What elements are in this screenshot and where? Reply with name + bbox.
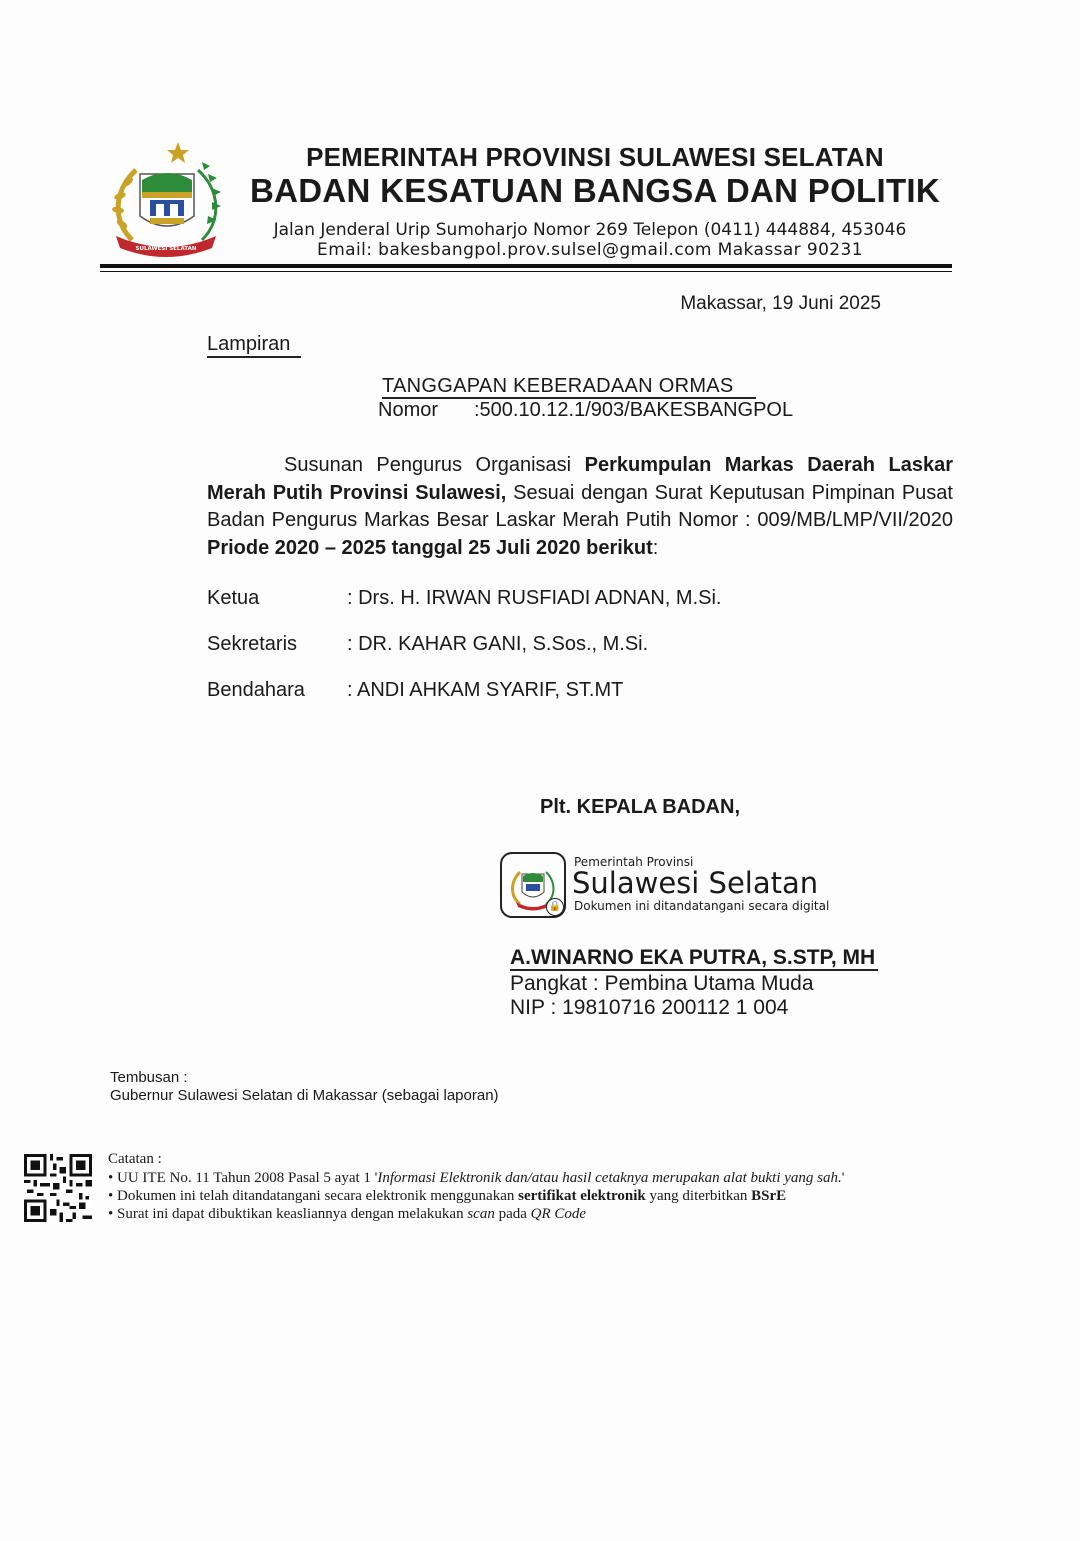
signer-nip: NIP : 19810716 200112 1 004 <box>510 996 789 1019</box>
note-text: ' <box>841 1170 845 1186</box>
document-number-value: :500.10.12.1/903/BAKESBANGPOL <box>474 399 794 421</box>
document-number-label: Nomor <box>378 399 439 421</box>
agency-email: Email: bakesbangpol.prov.sulsel@gmail.com Makassar 90231 <box>317 240 863 260</box>
copy-to-label: Tembusan : <box>110 1069 188 1086</box>
emblem-ribbon-text: SULAWESI SELATAN <box>135 246 197 252</box>
signatory-title: Plt. KEPALA BADAN, <box>540 796 740 818</box>
body-end: : <box>652 536 659 559</box>
copy-to-recipient: Gubernur Sulawesi Selatan di Makassar (sebagai laporan) <box>110 1087 499 1104</box>
member-name: : Drs. H. IRWAN RUSFIADI ADNAN, M.Si. <box>347 587 722 609</box>
letter-date: Makassar, 19 Juni 2025 <box>680 293 881 314</box>
notes-list <box>108 1169 844 1223</box>
signer-rank: Pangkat : Pembina Utama Muda <box>510 972 814 995</box>
digital-signature-stamp <box>500 852 840 918</box>
body-intro: Susunan Pengurus Organisasi <box>284 454 585 476</box>
attachment-underline <box>207 356 301 358</box>
signer-name-underline <box>510 969 878 971</box>
agency-name: BADAN KESATUAN BANGSA DAN POLITIK <box>249 172 941 209</box>
document-title: TANGGAPAN KEBERADAAN ORMAS <box>382 375 734 397</box>
body-paragraph <box>207 452 953 562</box>
note-item <box>108 1187 844 1205</box>
note-text: • Dokumen ini telah ditandatangani secara elektronik menggunakan <box>108 1188 519 1204</box>
member-name: : DR. KAHAR GANI, S.Sos., M.Si. <box>347 633 649 655</box>
note-item <box>108 1169 844 1187</box>
organization-name: Perkumpulan Markas Daerah Laskar Merah Putih Provinsi Sulawesi, <box>207 454 953 504</box>
esign-note: Dokumen ini ditandatangani secara digital <box>574 899 830 913</box>
note-text: yang diterbitkan <box>645 1188 752 1204</box>
period-text: Priode 2020 – 2025 tanggal 25 Juli 2020 berikut <box>207 536 653 559</box>
note-italic: scan <box>467 1206 495 1222</box>
note-text: pada <box>494 1206 531 1222</box>
government-name: PEMERINTAH PROVINSI SULAWESI SELATAN <box>306 142 884 172</box>
letterhead-divider-thin <box>100 271 952 272</box>
esign-province-name: Sulawesi Selatan <box>572 866 819 900</box>
member-role: Sekretaris <box>207 633 298 655</box>
qr-code-icon[interactable] <box>24 1154 92 1222</box>
note-text: • UU ITE No. 11 Tahun 2008 Pasal 5 ayat 1 ' <box>108 1170 378 1186</box>
note-bold: sertifikat elektronik <box>518 1188 646 1204</box>
agency-address: Jalan Jenderal Urip Sumoharjo Nomor 269 Telepon (0411) 444884, 453046 <box>273 220 907 240</box>
note-text: • Surat ini dapat dibuktikan keasliannya dengan melakukan <box>108 1206 468 1222</box>
body-middle: Sesuai dengan Surat Keputusan Pimpinan Pusat Badan Pengurus Markas Besar Laskar Merah Putih Nomor : 009/MB/LMP/VII/2020 <box>207 481 953 531</box>
lock-icon: 🔒 <box>546 898 564 916</box>
esign-caption: Pemerintah Provinsi <box>574 855 694 869</box>
member-name: : ANDI AHKAM SYARIF, ST.MT <box>347 679 624 701</box>
note-item <box>108 1205 844 1223</box>
note-italic: Informasi Elektronik dan/atau hasil cetaknya merupakan alat bukti yang sah. <box>377 1170 842 1186</box>
attachment-label: Lampiran <box>207 333 291 355</box>
member-role: Ketua <box>207 587 260 609</box>
note-bold: BSrE <box>751 1188 787 1204</box>
note-italic: QR Code <box>530 1206 587 1222</box>
signer-name: A.WINARNO EKA PUTRA, S.STP, MH <box>510 946 876 969</box>
notes-label: Catatan : <box>108 1151 162 1167</box>
provincial-emblem-icon <box>106 140 226 258</box>
letterhead-divider-thick <box>100 264 952 268</box>
member-role: Bendahara <box>207 679 305 701</box>
